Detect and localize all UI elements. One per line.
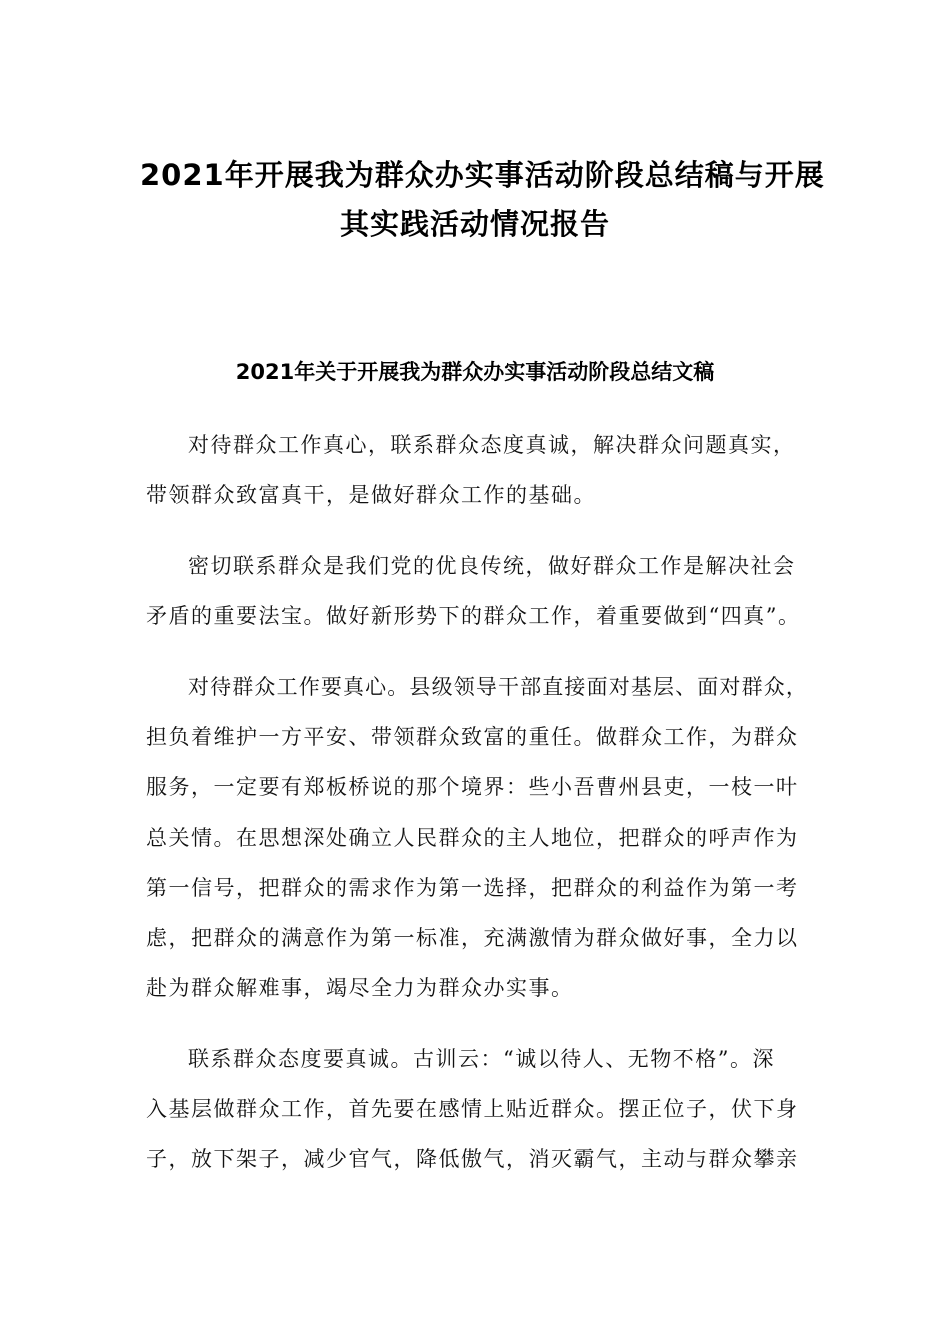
paragraph-line: 入基层做群众工作，首先要在感情上贴近群众。摆正位子，伏下身 — [146, 1097, 799, 1121]
paragraph-line: 担负着维护一方平安、带领群众致富的重任。做群众工作，为群众 — [146, 725, 799, 749]
paragraph-line: 对待群众工作真心，联系群众态度真诚，解决群众问题真实， — [188, 433, 796, 457]
paragraph-line: 子，放下架子，减少官气，降低傲气，消灭霸气，主动与群众攀亲 — [146, 1147, 799, 1171]
paragraph-line: 联系群众态度要真诚。古训云：“诚以待人、无物不格”。深 — [188, 1047, 775, 1071]
paragraph-line: 总关情。在思想深处确立人民群众的主人地位，把群众的呼声作为 — [146, 826, 799, 850]
paragraph-line: 密切联系群众是我们党的优良传统，做好群众工作是解决社会 — [188, 554, 796, 578]
section-heading: 2021年关于开展我为群众办实事活动阶段总结文稿 — [235, 360, 715, 384]
paragraph-line: 第一信号，把群众的需求作为第一选择，把群众的利益作为第一考 — [146, 876, 799, 900]
document-title-line-2: 其实践活动情况报告 — [339, 207, 610, 241]
paragraph-line: 矛盾的重要法宝。做好新形势下的群众工作，着重要做到“四真”。 — [146, 604, 801, 628]
document-title-line-1: 2021年开展我为群众办实事活动阶段总结稿与开展 — [140, 158, 825, 192]
paragraph-line: 赴为群众解难事，竭尽全力为群众办实事。 — [146, 976, 574, 1000]
paragraph-line: 服务，一定要有郑板桥说的那个境界：些小吾曹州县吏，一枝一叶 — [146, 775, 799, 799]
paragraph-line: 虑，把群众的满意作为第一标准，充满激情为群众做好事，全力以 — [146, 926, 799, 950]
paragraph-line: 带领群众致富真干，是做好群众工作的基础。 — [146, 483, 596, 507]
paragraph-line: 对待群众工作要真心。县级领导干部直接面对基层、面对群众， — [188, 675, 808, 699]
